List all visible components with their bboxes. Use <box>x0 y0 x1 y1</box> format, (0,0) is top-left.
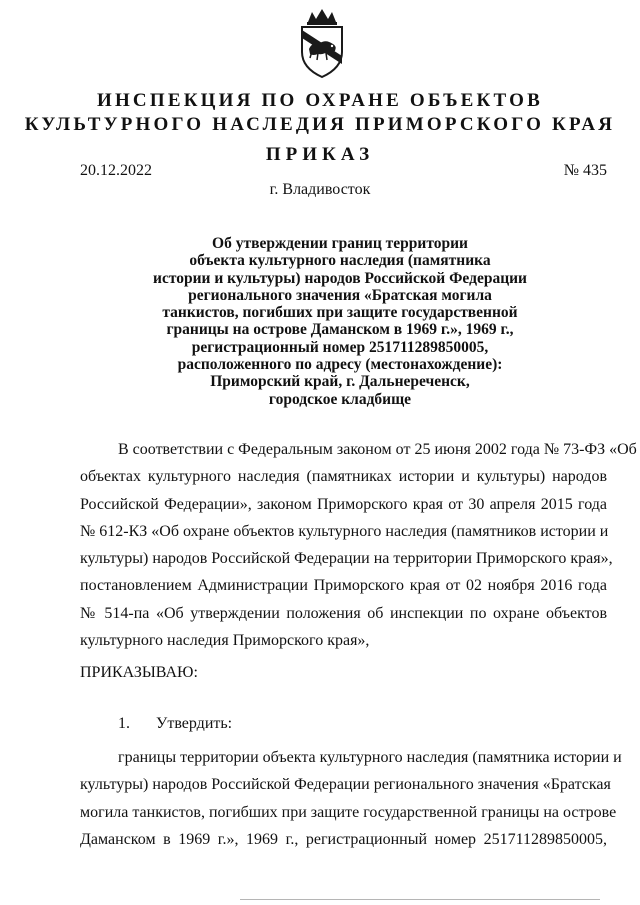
order-number: № 435 <box>563 162 607 179</box>
subject-line: регионального значения «Братская могила <box>188 286 492 304</box>
order-subject <box>140 235 540 408</box>
preamble-line: объектах культурного наследия (памятниках истории и культуры) народов <box>80 468 607 486</box>
subject-line: объекта культурного наследия (памятника <box>189 252 491 270</box>
subject-line: городское кладбище <box>268 390 412 408</box>
body-line: могила танкистов, погибших при защите государственной границы на острове <box>80 803 617 821</box>
preamble-line: культурного наследия Приморского края», <box>80 632 370 650</box>
order-date: 20.12.2022 <box>80 162 152 179</box>
preamble-line: № 612-КЗ «Об охране объектов культурного наследия (памятников истории и <box>80 522 609 540</box>
subject-line: танкистов, погибших при защите государственной <box>162 304 518 322</box>
preamble-line: № 514-па «Об утверждении положения об инспекции по охране объектов <box>80 604 607 622</box>
item1-body-paragraph <box>80 744 622 853</box>
subject-line: регистрационный номер 251711289850005, <box>191 338 489 356</box>
subject-line: границы на острове Даманском в 1969 г.», 1969 г., <box>166 321 514 339</box>
subject-line: истории и культуры) народов Российской Федерации <box>153 269 527 287</box>
list-item-1 <box>118 715 232 733</box>
preamble-line: культуры) народов Российской Федерации на территории Приморского края», <box>80 550 613 568</box>
subject-line: расположенного по адресу (местонахождение): <box>177 356 503 374</box>
document-type-title: ПРИКАЗ <box>265 144 375 165</box>
coat-of-arms-emblem <box>294 6 350 80</box>
preamble-paragraph <box>80 436 637 654</box>
body-line: Даманском в 1969 г.», 1969 г., регистрационный номер 251711289850005, <box>80 830 607 848</box>
list-item-number: 1. <box>118 715 130 732</box>
decree-heading: ПРИКАЗЫВАЮ: <box>80 664 198 681</box>
preamble-line: постановлением Администрации Приморского края от 02 ноября 2016 года <box>80 577 607 595</box>
subject-line: Об утверждении границ территории <box>212 235 468 252</box>
subject-line: Приморский край, г. Дальнереченск, <box>210 373 470 391</box>
order-city: г. Владивосток <box>269 181 371 198</box>
preamble-line: В соответствии с Федеральным законом от 25 июня 2002 года № 73-ФЗ «Об <box>118 441 637 458</box>
organization-name-line1: ИНСПЕКЦИЯ ПО ОХРАНЕ ОБЪЕКТОВ <box>96 90 544 111</box>
body-line: границы территории объекта культурного наследия (памятника истории и <box>118 749 622 766</box>
organization-name-line2: КУЛЬТУРНОГО НАСЛЕДИЯ ПРИМОРСКОГО КРАЯ <box>24 114 616 135</box>
body-line: культуры) народов Российской Федерации регионального значения «Братская <box>80 776 611 794</box>
coat-of-arms-icon <box>294 6 350 80</box>
preamble-line: Российской Федерации», законом Приморского края от 30 апреля 2015 года <box>80 495 607 513</box>
list-item-label: Утвердить: <box>156 715 233 732</box>
scan-artifact-line <box>240 899 600 900</box>
